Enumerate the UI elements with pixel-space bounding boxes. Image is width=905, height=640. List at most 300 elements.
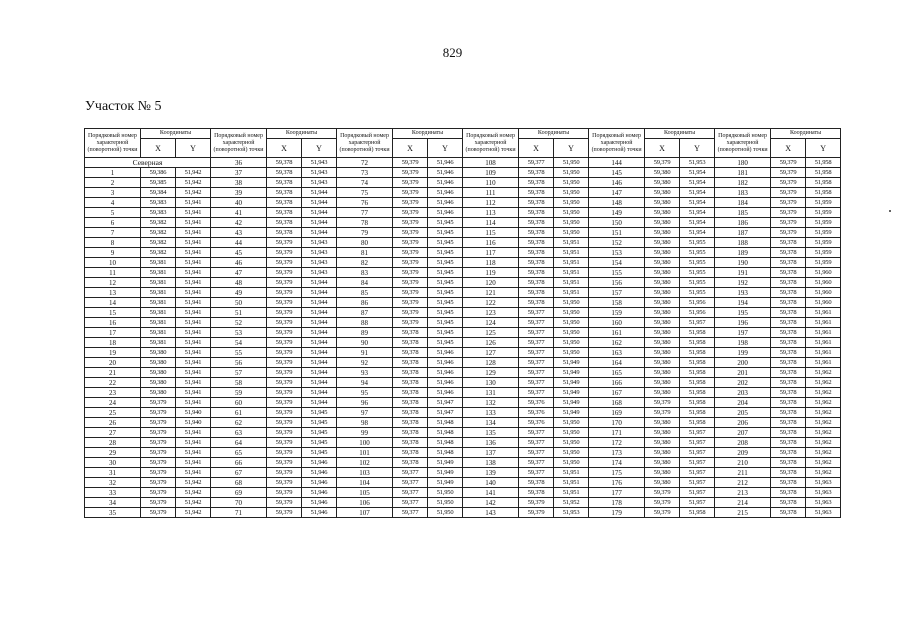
coord-y: 51,962 [806, 388, 841, 398]
point-number: 9 [85, 248, 141, 258]
coord-y: 51,944 [302, 198, 337, 208]
point-number: 148 [589, 198, 645, 208]
coord-y: 51,958 [680, 388, 715, 398]
coord-x: 59,379 [771, 228, 806, 238]
coord-y: 51,950 [554, 178, 589, 188]
table-row [85, 418, 841, 428]
coord-y: 51,959 [806, 248, 841, 258]
point-number: 94 [337, 378, 393, 388]
point-number: 206 [715, 418, 771, 428]
coord-x: 59,378 [519, 478, 554, 488]
point-number: 39 [211, 188, 267, 198]
coord-x: 59,379 [771, 178, 806, 188]
coord-y: 51,944 [302, 308, 337, 318]
coord-y: 51,946 [302, 488, 337, 498]
coord-x: 59,379 [141, 418, 176, 428]
point-number: 126 [463, 338, 519, 348]
coord-y: 51,955 [680, 238, 715, 248]
coord-x: 59,379 [393, 178, 428, 188]
point-number: 50 [211, 298, 267, 308]
coord-y: 51,951 [554, 288, 589, 298]
coord-x: 59,378 [267, 158, 302, 168]
coord-x: 59,382 [141, 228, 176, 238]
coord-y: 51,958 [680, 328, 715, 338]
scan-speck [889, 210, 891, 212]
header-coords: Координаты [141, 129, 211, 139]
coord-x: 59,381 [141, 278, 176, 288]
coord-x: 59,377 [519, 458, 554, 468]
coord-x: 59,379 [393, 158, 428, 168]
coord-y: 51,941 [176, 338, 211, 348]
coord-x: 59,378 [519, 258, 554, 268]
point-number: 76 [337, 198, 393, 208]
coord-y: 51,951 [554, 268, 589, 278]
coord-x: 59,378 [771, 248, 806, 258]
point-number: 117 [463, 248, 519, 258]
point-number: 185 [715, 208, 771, 218]
coord-x: 59,380 [645, 268, 680, 278]
coord-y: 51,949 [428, 478, 463, 488]
coord-y: 51,957 [680, 438, 715, 448]
point-number: 25 [85, 408, 141, 418]
coord-y: 51,951 [554, 238, 589, 248]
point-number: 42 [211, 218, 267, 228]
coord-y: 51,942 [176, 498, 211, 508]
table-row [85, 488, 841, 498]
coord-x: 59,378 [267, 208, 302, 218]
table-row [85, 218, 841, 228]
coord-y: 51,946 [428, 158, 463, 168]
coord-x: 59,380 [645, 238, 680, 248]
point-number: 166 [589, 378, 645, 388]
coord-x: 59,381 [141, 288, 176, 298]
coordinates-table [84, 128, 841, 518]
coord-y: 51,944 [302, 208, 337, 218]
point-number: 91 [337, 348, 393, 358]
coord-y: 51,955 [680, 248, 715, 258]
coord-y: 51,944 [302, 338, 337, 348]
coord-y: 51,949 [554, 408, 589, 418]
coord-y: 51,954 [680, 218, 715, 228]
coord-x: 59,378 [393, 348, 428, 358]
coord-x: 59,378 [519, 218, 554, 228]
point-number: 24 [85, 398, 141, 408]
coord-x: 59,379 [267, 308, 302, 318]
point-number: 104 [337, 478, 393, 488]
point-number: 51 [211, 308, 267, 318]
coord-x: 59,383 [141, 208, 176, 218]
header-y: Y [428, 139, 463, 158]
table-row [85, 178, 841, 188]
coord-x: 59,379 [141, 398, 176, 408]
table-row [85, 338, 841, 348]
table-row [85, 318, 841, 328]
coord-y: 51,941 [176, 278, 211, 288]
coord-y: 51,944 [302, 328, 337, 338]
point-number: 190 [715, 258, 771, 268]
coord-x: 59,380 [645, 198, 680, 208]
coord-y: 51,948 [428, 438, 463, 448]
coord-x: 59,379 [393, 248, 428, 258]
coord-x: 59,379 [141, 498, 176, 508]
header-y: Y [680, 139, 715, 158]
coord-y: 51,945 [428, 298, 463, 308]
point-number: 213 [715, 488, 771, 498]
table-row [85, 448, 841, 458]
coord-x: 59,377 [519, 368, 554, 378]
point-number: 136 [463, 438, 519, 448]
coord-x: 59,379 [393, 188, 428, 198]
point-number: 65 [211, 448, 267, 458]
point-number: 149 [589, 208, 645, 218]
header-point: Порядковый номер характерной (поворотной) точки [589, 129, 645, 158]
point-number: 169 [589, 408, 645, 418]
coord-x: 59,381 [141, 328, 176, 338]
point-number: 26 [85, 418, 141, 428]
coord-y: 51,941 [176, 328, 211, 338]
coord-x: 59,377 [519, 378, 554, 388]
point-number: 203 [715, 388, 771, 398]
coord-y: 51,960 [806, 278, 841, 288]
header-y: Y [554, 139, 589, 158]
point-number: 54 [211, 338, 267, 348]
coord-y: 51,953 [554, 508, 589, 518]
coord-x: 59,378 [771, 388, 806, 398]
coord-y: 51,944 [302, 278, 337, 288]
point-number: 114 [463, 218, 519, 228]
coord-x: 59,378 [771, 428, 806, 438]
point-number: 212 [715, 478, 771, 488]
coord-y: 51,942 [176, 478, 211, 488]
coord-y: 51,958 [806, 158, 841, 168]
point-number: 130 [463, 378, 519, 388]
point-number: 29 [85, 448, 141, 458]
coord-y: 51,945 [302, 428, 337, 438]
coord-y: 51,949 [554, 368, 589, 378]
coord-x: 59,380 [645, 258, 680, 268]
point-number: 107 [337, 508, 393, 518]
coord-x: 59,382 [141, 248, 176, 258]
coord-y: 51,955 [680, 268, 715, 278]
coord-x: 59,379 [267, 428, 302, 438]
coord-x: 59,379 [267, 498, 302, 508]
coord-x: 59,379 [267, 328, 302, 338]
header-x: X [519, 139, 554, 158]
header-point: Порядковый номер характерной (поворотной) точки [337, 129, 393, 158]
table-row [85, 228, 841, 238]
coord-y: 51,941 [176, 308, 211, 318]
coord-y: 51,950 [554, 168, 589, 178]
point-number: 105 [337, 488, 393, 498]
point-number: 102 [337, 458, 393, 468]
point-number: 173 [589, 448, 645, 458]
point-number: 34 [85, 498, 141, 508]
coord-y: 51,941 [176, 258, 211, 268]
coord-x: 59,378 [519, 238, 554, 248]
coord-y: 51,944 [302, 378, 337, 388]
point-number: 89 [337, 328, 393, 338]
coord-x: 59,380 [645, 208, 680, 218]
point-number: 47 [211, 268, 267, 278]
point-number: 85 [337, 288, 393, 298]
point-number: 86 [337, 298, 393, 308]
coord-x: 59,379 [393, 268, 428, 278]
point-number: 153 [589, 248, 645, 258]
point-number: 184 [715, 198, 771, 208]
coord-x: 59,377 [393, 468, 428, 478]
coord-y: 51,943 [302, 178, 337, 188]
coord-x: 59,379 [771, 188, 806, 198]
page-number: 829 [442, 45, 463, 60]
coord-x: 59,377 [519, 358, 554, 368]
coord-x: 59,378 [267, 168, 302, 178]
coord-x: 59,379 [771, 198, 806, 208]
coord-y: 51,945 [302, 408, 337, 418]
coord-x: 59,379 [267, 298, 302, 308]
coord-y: 51,949 [428, 458, 463, 468]
coord-x: 59,378 [519, 188, 554, 198]
coord-y: 51,960 [806, 298, 841, 308]
coord-x: 59,379 [645, 158, 680, 168]
point-number: 163 [589, 348, 645, 358]
coord-y: 51,957 [680, 488, 715, 498]
point-number: 124 [463, 318, 519, 328]
point-number: 37 [211, 168, 267, 178]
coord-x: 59,379 [393, 228, 428, 238]
table-row [85, 278, 841, 288]
point-number: 21 [85, 368, 141, 378]
coord-x: 59,379 [267, 468, 302, 478]
table-row [85, 238, 841, 248]
coord-x: 59,380 [645, 358, 680, 368]
coord-y: 51,947 [428, 408, 463, 418]
point-number: 183 [715, 188, 771, 198]
point-number: 167 [589, 388, 645, 398]
point-number: 62 [211, 418, 267, 428]
coord-y: 51,959 [806, 208, 841, 218]
coord-x: 59,379 [267, 438, 302, 448]
coord-y: 51,943 [302, 158, 337, 168]
coord-x: 59,379 [267, 368, 302, 378]
point-number: 49 [211, 288, 267, 298]
coord-y: 51,946 [428, 378, 463, 388]
coord-x: 59,378 [771, 368, 806, 378]
point-number: 16 [85, 318, 141, 328]
coord-y: 51,941 [176, 428, 211, 438]
coord-y: 51,946 [302, 508, 337, 518]
coord-x: 59,377 [519, 348, 554, 358]
point-number: 101 [337, 448, 393, 458]
point-number: 125 [463, 328, 519, 338]
coord-y: 51,949 [554, 378, 589, 388]
coord-x: 59,380 [141, 348, 176, 358]
point-number: 158 [589, 298, 645, 308]
coord-x: 59,379 [771, 168, 806, 178]
coord-y: 51,946 [428, 188, 463, 198]
coord-x: 59,379 [267, 508, 302, 518]
point-number: 116 [463, 238, 519, 248]
point-number: 73 [337, 168, 393, 178]
coord-y: 51,958 [806, 188, 841, 198]
coord-y: 51,950 [554, 228, 589, 238]
point-number: 68 [211, 478, 267, 488]
coord-x: 59,379 [267, 338, 302, 348]
point-number: 139 [463, 468, 519, 478]
coord-x: 59,378 [771, 488, 806, 498]
coord-y: 51,944 [302, 348, 337, 358]
coord-x: 59,378 [771, 258, 806, 268]
point-number: 207 [715, 428, 771, 438]
table-row [85, 298, 841, 308]
coord-y: 51,961 [806, 308, 841, 318]
point-number: 64 [211, 438, 267, 448]
coord-x: 59,379 [267, 348, 302, 358]
coord-y: 51,947 [428, 398, 463, 408]
coord-y: 51,946 [428, 178, 463, 188]
coord-y: 51,962 [806, 368, 841, 378]
coord-x: 59,378 [771, 328, 806, 338]
point-number: 174 [589, 458, 645, 468]
coord-x: 59,378 [519, 268, 554, 278]
point-number: 187 [715, 228, 771, 238]
point-number: 27 [85, 428, 141, 438]
point-number: 18 [85, 338, 141, 348]
coord-y: 51,945 [302, 438, 337, 448]
coord-y: 51,943 [302, 168, 337, 178]
coord-y: 51,945 [428, 218, 463, 228]
coord-x: 59,377 [519, 438, 554, 448]
coord-x: 59,380 [645, 388, 680, 398]
coord-y: 51,954 [680, 188, 715, 198]
coord-x: 59,380 [645, 338, 680, 348]
point-number: 157 [589, 288, 645, 298]
coord-x: 59,378 [771, 468, 806, 478]
point-number: 48 [211, 278, 267, 288]
point-number: 215 [715, 508, 771, 518]
point-number: 14 [85, 298, 141, 308]
coord-x: 59,379 [267, 248, 302, 258]
point-number: 46 [211, 258, 267, 268]
table-row [85, 208, 841, 218]
coord-x: 59,377 [519, 308, 554, 318]
coord-y: 51,941 [176, 298, 211, 308]
coord-y: 51,946 [428, 368, 463, 378]
point-number: 13 [85, 288, 141, 298]
coord-y: 51,951 [554, 488, 589, 498]
point-number: 160 [589, 318, 645, 328]
coord-y: 51,948 [428, 428, 463, 438]
point-number: 175 [589, 468, 645, 478]
coord-x: 59,379 [645, 488, 680, 498]
coord-x: 59,378 [393, 428, 428, 438]
point-number: 15 [85, 308, 141, 318]
coord-y: 51,963 [806, 478, 841, 488]
point-number: 138 [463, 458, 519, 468]
table-row [85, 268, 841, 278]
point-number: 72 [337, 158, 393, 168]
table-row [85, 388, 841, 398]
coord-x: 59,378 [771, 418, 806, 428]
point-number: 127 [463, 348, 519, 358]
point-number: 106 [337, 498, 393, 508]
coord-y: 51,944 [302, 288, 337, 298]
coord-x: 59,379 [519, 498, 554, 508]
coord-y: 51,949 [554, 388, 589, 398]
coord-x: 59,379 [771, 218, 806, 228]
point-number: 209 [715, 448, 771, 458]
point-number: 211 [715, 468, 771, 478]
point-number: 133 [463, 408, 519, 418]
coord-x: 59,379 [771, 158, 806, 168]
coord-x: 59,378 [393, 368, 428, 378]
point-number: 123 [463, 308, 519, 318]
point-number: 71 [211, 508, 267, 518]
coord-y: 51,952 [554, 498, 589, 508]
coord-y: 51,962 [806, 398, 841, 408]
coord-y: 51,957 [680, 318, 715, 328]
coord-x: 59,379 [267, 268, 302, 278]
point-number: 171 [589, 428, 645, 438]
point-number: 198 [715, 338, 771, 348]
coord-y: 51,962 [806, 418, 841, 428]
point-number: 69 [211, 488, 267, 498]
coord-y: 51,946 [302, 498, 337, 508]
point-number: 120 [463, 278, 519, 288]
coord-y: 51,941 [176, 358, 211, 368]
point-number: 172 [589, 438, 645, 448]
coord-x: 59,378 [771, 298, 806, 308]
coord-x: 59,379 [141, 508, 176, 518]
coord-y: 51,958 [806, 178, 841, 188]
coord-y: 51,958 [680, 418, 715, 428]
point-number: 194 [715, 298, 771, 308]
coord-x: 59,379 [393, 298, 428, 308]
coord-y: 51,956 [680, 298, 715, 308]
point-number: 6 [85, 218, 141, 228]
coord-x: 59,378 [393, 408, 428, 418]
point-number: 109 [463, 168, 519, 178]
header-point: Порядковый номер характерной (поворотной) точки [715, 129, 771, 158]
coord-y: 51,945 [302, 448, 337, 458]
coord-y: 51,941 [176, 368, 211, 378]
coord-x: 59,377 [519, 328, 554, 338]
point-number: 80 [337, 238, 393, 248]
coord-x: 59,378 [267, 228, 302, 238]
coord-y: 51,958 [680, 378, 715, 388]
coord-x: 59,378 [519, 168, 554, 178]
coord-y: 51,942 [176, 178, 211, 188]
coord-x: 59,378 [771, 378, 806, 388]
coord-y: 51,954 [680, 228, 715, 238]
table-row [85, 458, 841, 468]
table-row [85, 158, 841, 168]
coord-y: 51,941 [176, 388, 211, 398]
coord-y: 51,945 [428, 258, 463, 268]
coord-y: 51,950 [554, 438, 589, 448]
header-coords: Координаты [267, 129, 337, 139]
point-number: 17 [85, 328, 141, 338]
coord-y: 51,950 [554, 198, 589, 208]
point-number: 110 [463, 178, 519, 188]
coord-x: 59,379 [267, 488, 302, 498]
coord-x: 59,381 [141, 258, 176, 268]
coord-y: 51,957 [680, 478, 715, 488]
coord-x: 59,378 [519, 178, 554, 188]
coord-y: 51,941 [176, 318, 211, 328]
coord-y: 51,941 [176, 458, 211, 468]
coord-y: 51,944 [302, 388, 337, 398]
point-number: 189 [715, 248, 771, 258]
